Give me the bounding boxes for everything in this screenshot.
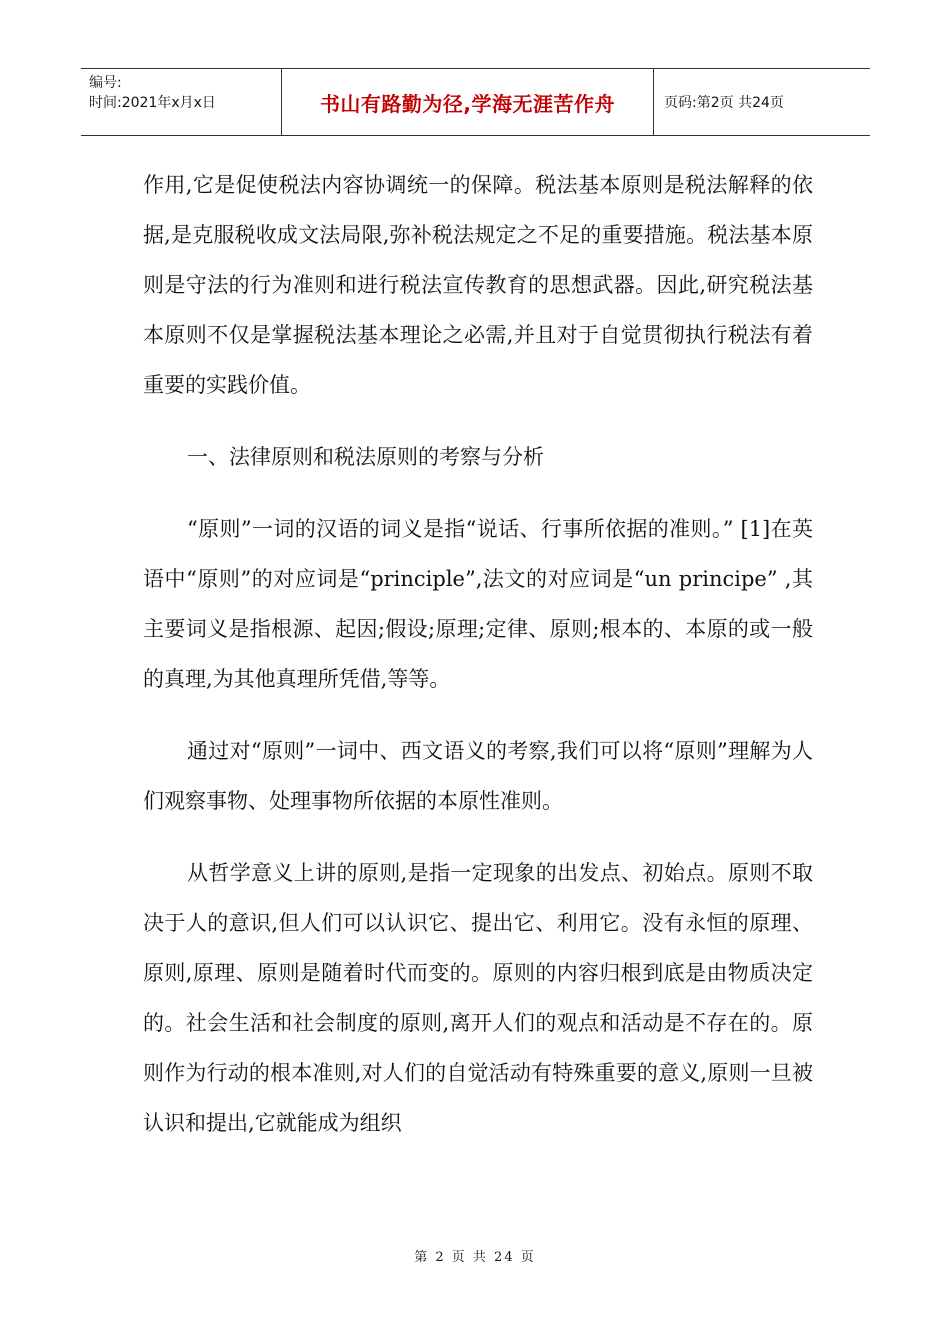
document-header xyxy=(81,68,870,136)
section-heading: 一、法律原则和税法原则的考察与分析 xyxy=(187,445,544,469)
paragraph-principle-definition: “原则”一词的汉语的词义是指“说话、行事所依据的准则。” [1]在英语中“原则”的对应词是“principle”,法文的对应词是“un principe” ,其主要词义是指根源、起因;假设;原理;定律、原则;根本的、本原的或一般的真理,为其他真理所凭借,等等。 xyxy=(143,517,813,691)
document-time-label: 时间:2021年x月x日 xyxy=(89,95,216,111)
header-meta xyxy=(81,69,282,135)
header-motto: 书山有路勤为径,学海无涯苦作舟 xyxy=(282,69,654,135)
header-page-number: 页码:第2页 共24页 xyxy=(664,95,784,111)
document-body xyxy=(143,160,813,1148)
document-number-label: 编号: xyxy=(89,75,122,91)
paragraph-continuation: 作用,它是促使税法内容协调统一的保障。税法基本原则是税法解释的依据,是克服税收成文法局限,弥补税法规定之不足的重要措施。税法基本原则是守法的行为准则和进行税法宣传教育的思想武器。因此,研究税法基本原则不仅是掌握税法基本理论之必需,并且对于自觉贯彻执行税法有着重要的实践价值。 xyxy=(143,173,813,397)
paragraph-principle-understanding: 通过对“原则”一词中、西文语义的考察,我们可以将“原则”理解为人们观察事物、处理事物所依据的本原性准则。 xyxy=(143,739,813,813)
paragraph-philosophy: 从哲学意义上讲的原则,是指一定现象的出发点、初始点。原则不取决于人的意识,但人们可以认识它、提出它、利用它。没有永恒的原理、原则,原理、原则是随着时代而变的。原则的内容归根到底是由物质决定的。社会生活和社会制度的原则,离开人们的观点和活动是不存在的。原则作为行动的根本准则,对人们的自觉活动有特殊重要的意义,原则一旦被认识和提出,它就能成为组织 xyxy=(143,861,813,1135)
page-footer: 第 2 页 共 24 页 xyxy=(414,1250,536,1265)
